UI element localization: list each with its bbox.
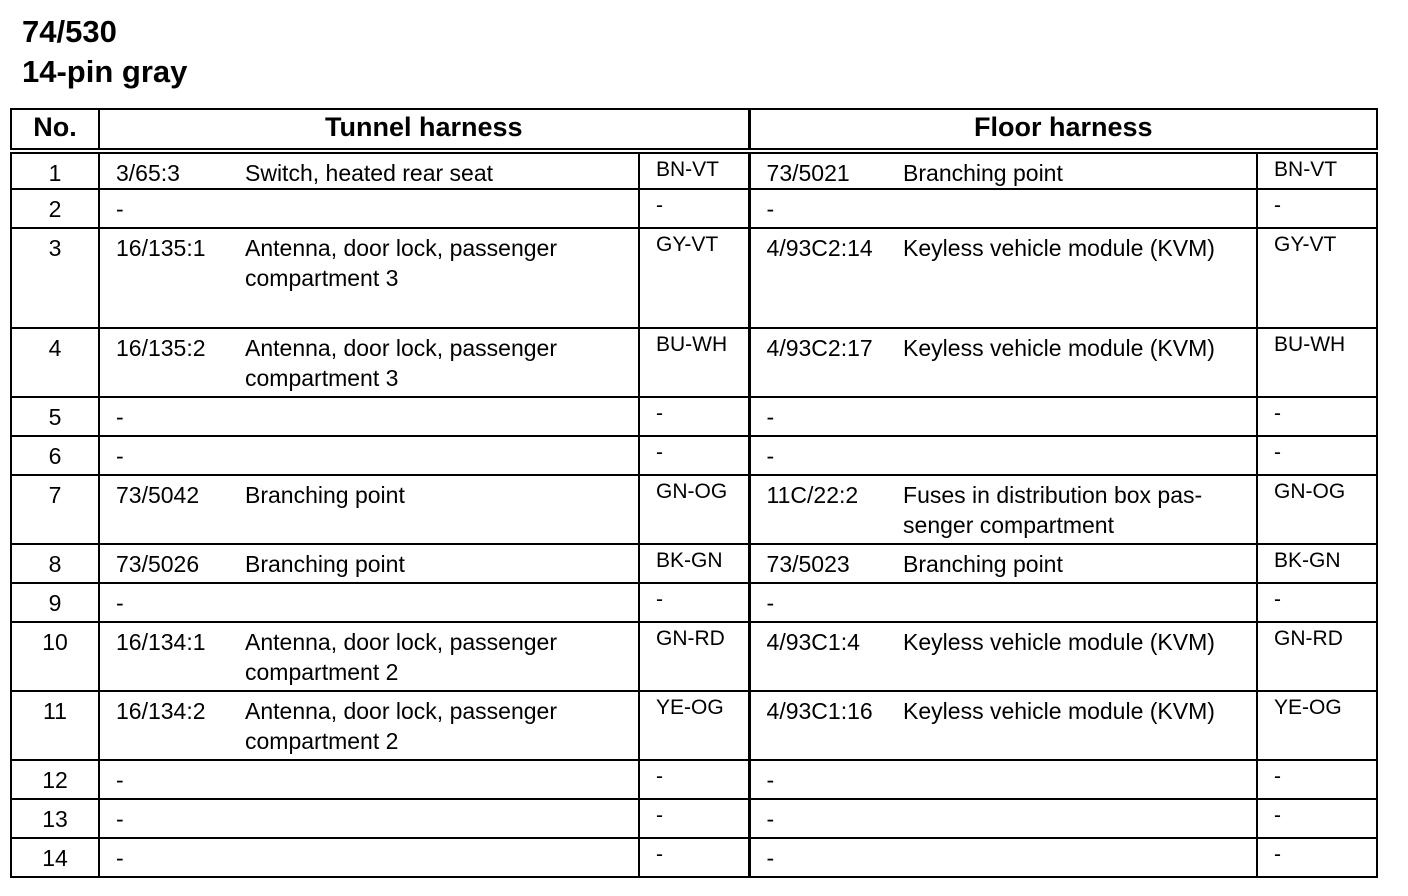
tunnel-connector-code: -: [99, 436, 241, 475]
table-row: [11, 799, 1377, 838]
tunnel-wire-color: GY-VT: [639, 228, 749, 328]
pin-number: 1: [11, 151, 99, 189]
floor-description: Keyless vehicle module (KVM): [899, 328, 1257, 397]
floor-connector-code: -: [749, 838, 899, 877]
tunnel-description: [241, 799, 639, 838]
floor-connector-code: 73/5021: [749, 151, 899, 189]
tunnel-wire-color: -: [639, 189, 749, 228]
table-row: [11, 397, 1377, 436]
tunnel-connector-code: 73/5042: [99, 475, 241, 544]
connector-heading: [22, 12, 187, 92]
floor-description: [899, 583, 1257, 622]
floor-wire-color: GN-OG: [1257, 475, 1377, 544]
floor-connector-code: 4/93C1:4: [749, 622, 899, 691]
table-row: [11, 436, 1377, 475]
floor-description: Keyless vehicle module (KVM): [899, 228, 1257, 328]
floor-connector-code: -: [749, 760, 899, 799]
pin-number: 3: [11, 228, 99, 328]
floor-wire-color: BN-VT: [1257, 151, 1377, 189]
floor-connector-code: 73/5023: [749, 544, 899, 583]
floor-connector-code: -: [749, 397, 899, 436]
tunnel-description: Antenna, door lock, passenger compartment 3: [241, 228, 639, 328]
tunnel-connector-code: -: [99, 583, 241, 622]
tunnel-description: Branching point: [241, 475, 639, 544]
floor-description: [899, 436, 1257, 475]
tunnel-wire-color: BU-WH: [639, 328, 749, 397]
floor-wire-color: -: [1257, 799, 1377, 838]
floor-wire-color: -: [1257, 838, 1377, 877]
connector-type: 14-pin gray: [22, 54, 188, 89]
tunnel-wire-color: -: [639, 583, 749, 622]
tunnel-description: Switch, heated rear seat: [241, 151, 639, 189]
floor-description: Fuses in distribution box pas-senger compartment: [899, 475, 1257, 544]
floor-wire-color: -: [1257, 436, 1377, 475]
floor-wire-color: -: [1257, 397, 1377, 436]
connector-id: 74/530: [22, 14, 117, 49]
floor-wire-color: -: [1257, 583, 1377, 622]
floor-connector-code: -: [749, 189, 899, 228]
floor-description: Branching point: [899, 151, 1257, 189]
tunnel-description: [241, 760, 639, 799]
tunnel-description: Antenna, door lock, passenger compartment 3: [241, 328, 639, 397]
table-row: [11, 151, 1377, 189]
floor-wire-color: BU-WH: [1257, 328, 1377, 397]
pin-number: 4: [11, 328, 99, 397]
tunnel-connector-code: -: [99, 397, 241, 436]
tunnel-description: [241, 397, 639, 436]
tunnel-connector-code: -: [99, 799, 241, 838]
table-row: [11, 838, 1377, 877]
tunnel-wire-color: -: [639, 760, 749, 799]
header-tunnel-harness: Tunnel harness: [99, 109, 749, 151]
tunnel-connector-code: 16/134:1: [99, 622, 241, 691]
tunnel-connector-code: 16/135:1: [99, 228, 241, 328]
table-header-row: [11, 109, 1377, 151]
tunnel-connector-code: 3/65:3: [99, 151, 241, 189]
tunnel-connector-code: 16/134:2: [99, 691, 241, 760]
floor-wire-color: -: [1257, 189, 1377, 228]
pin-number: 13: [11, 799, 99, 838]
tunnel-description: [241, 436, 639, 475]
floor-connector-code: 4/93C2:14: [749, 228, 899, 328]
table-row: [11, 544, 1377, 583]
tunnel-wire-color: GN-RD: [639, 622, 749, 691]
tunnel-description: [241, 583, 639, 622]
floor-description: [899, 397, 1257, 436]
floor-connector-code: 4/93C1:16: [749, 691, 899, 760]
pin-number: 5: [11, 397, 99, 436]
tunnel-connector-code: 16/135:2: [99, 328, 241, 397]
floor-connector-code: 4/93C2:17: [749, 328, 899, 397]
pin-number: 8: [11, 544, 99, 583]
table-row: [11, 189, 1377, 228]
pin-number: 7: [11, 475, 99, 544]
table-row: [11, 228, 1377, 328]
tunnel-wire-color: YE-OG: [639, 691, 749, 760]
pin-number: 11: [11, 691, 99, 760]
tunnel-description: [241, 189, 639, 228]
tunnel-wire-color: BN-VT: [639, 151, 749, 189]
floor-wire-color: GY-VT: [1257, 228, 1377, 328]
pin-number: 2: [11, 189, 99, 228]
floor-wire-color: YE-OG: [1257, 691, 1377, 760]
floor-connector-code: -: [749, 583, 899, 622]
table-row: [11, 622, 1377, 691]
floor-description: [899, 838, 1257, 877]
tunnel-connector-code: 73/5026: [99, 544, 241, 583]
floor-description: [899, 760, 1257, 799]
tunnel-connector-code: -: [99, 760, 241, 799]
floor-description: Keyless vehicle module (KVM): [899, 622, 1257, 691]
floor-wire-color: BK-GN: [1257, 544, 1377, 583]
header-no: No.: [11, 109, 99, 151]
tunnel-description: Antenna, door lock, passenger compartment 2: [241, 622, 639, 691]
floor-description: Branching point: [899, 544, 1257, 583]
table-row: [11, 475, 1377, 544]
floor-connector-code: -: [749, 799, 899, 838]
floor-wire-color: GN-RD: [1257, 622, 1377, 691]
floor-connector-code: 11C/22:2: [749, 475, 899, 544]
pin-assignment-table: [10, 108, 1378, 878]
pin-number: 9: [11, 583, 99, 622]
tunnel-description: Branching point: [241, 544, 639, 583]
pin-number: 12: [11, 760, 99, 799]
floor-wire-color: -: [1257, 760, 1377, 799]
floor-description: [899, 799, 1257, 838]
table-row: [11, 583, 1377, 622]
floor-description: Keyless vehicle module (KVM): [899, 691, 1257, 760]
tunnel-wire-color: -: [639, 397, 749, 436]
tunnel-description: Antenna, door lock, passenger compartment 2: [241, 691, 639, 760]
pin-number: 6: [11, 436, 99, 475]
pin-number: 10: [11, 622, 99, 691]
table-row: [11, 760, 1377, 799]
table-row: [11, 328, 1377, 397]
tunnel-wire-color: GN-OG: [639, 475, 749, 544]
tunnel-connector-code: -: [99, 838, 241, 877]
tunnel-wire-color: -: [639, 799, 749, 838]
floor-connector-code: -: [749, 436, 899, 475]
pin-number: 14: [11, 838, 99, 877]
tunnel-connector-code: -: [99, 189, 241, 228]
tunnel-wire-color: -: [639, 436, 749, 475]
tunnel-description: [241, 838, 639, 877]
header-floor-harness: Floor harness: [749, 109, 1377, 151]
table-row: [11, 691, 1377, 760]
floor-description: [899, 189, 1257, 228]
tunnel-wire-color: BK-GN: [639, 544, 749, 583]
tunnel-wire-color: -: [639, 838, 749, 877]
